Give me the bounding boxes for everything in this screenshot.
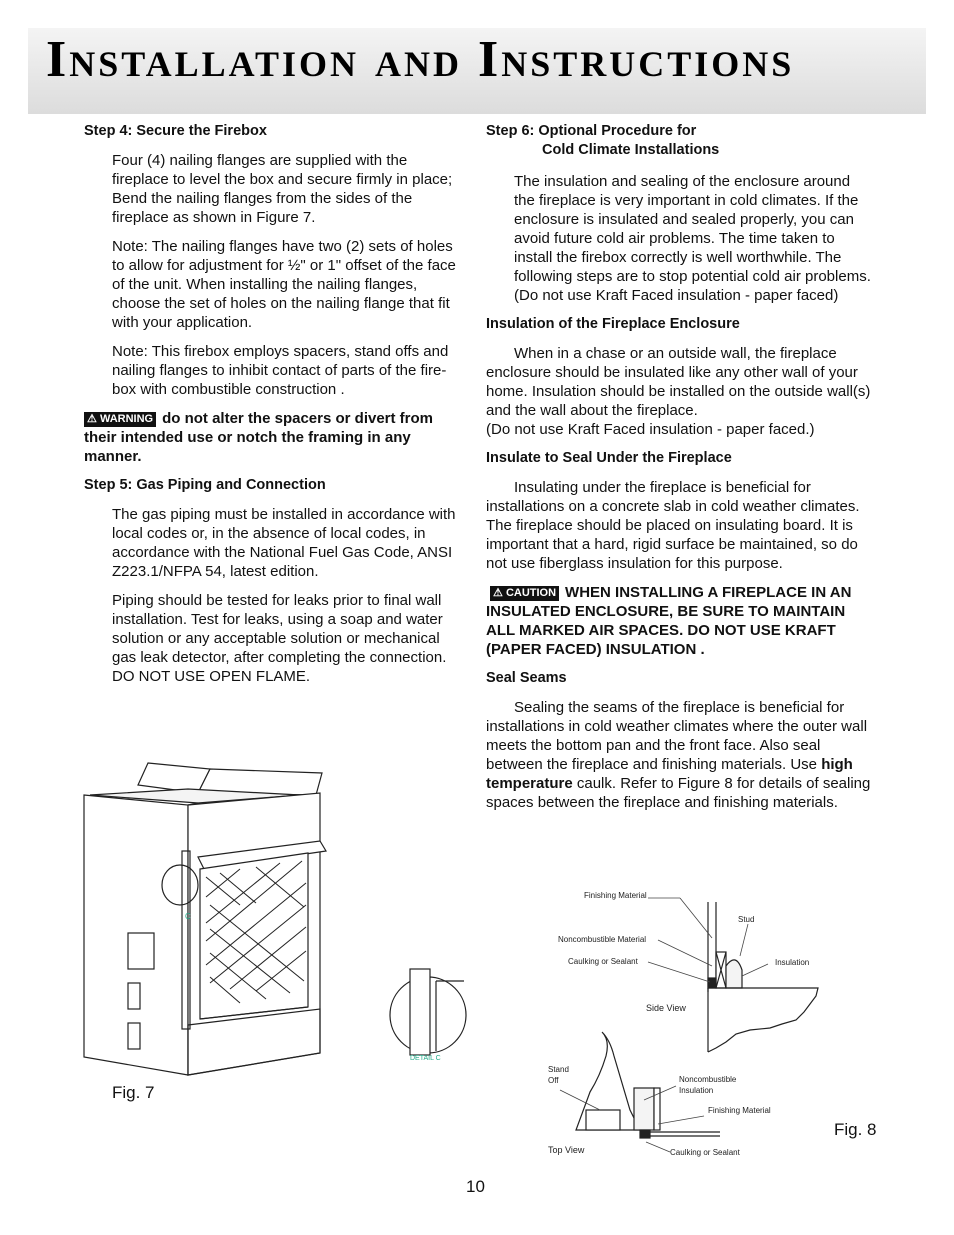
detail-c-label: DETAIL C xyxy=(410,1055,441,1062)
warning-text: do not alter the spacers or divert from their intended use or notch the framing in any manner. xyxy=(84,410,434,465)
step4-paragraph-1: Four (4) nailing flanges are supplied with the fireplace to level the box and secure firmly in place; Bend the nailing flanges from the sides of the fireplace as shown in Figure 7. xyxy=(112,152,453,226)
page-number: 10 xyxy=(466,1177,485,1196)
label-noncombustible-insulation-2: Insulation xyxy=(679,1086,714,1095)
label-caulking-sealant-2: Caulking or Sealant xyxy=(670,1148,740,1157)
step6-heading-line1: Step 6: Optional Procedure for xyxy=(486,123,697,139)
caution-badge-label: CAUTION xyxy=(505,587,557,599)
fig7-label: Fig. 7 xyxy=(112,1083,155,1102)
caution-text: WHEN INSTALLING A FIREPLACE IN AN INSULATED ENCLOSURE, BE SURE TO MAINTAIN ALL MARKED AIR SPACES. DO NOT USE KRAFT (PAPER FACED) INSULATION . xyxy=(486,584,852,658)
label-stud: Stud xyxy=(738,915,755,924)
insulation-text: When in a chase or an outside wall, the fireplace enclosure should be insulated like any other wall of your home. Insulation should be installed on the outside wall(s) and the wall about the fireplace. xyxy=(486,345,871,419)
warning-triangle-icon: ⚠ xyxy=(87,413,97,425)
seal-seams-paragraph xyxy=(486,698,874,812)
label-caulking-sealant: Caulking or Sealant xyxy=(568,957,638,966)
label-top-view: Top View xyxy=(548,1145,585,1155)
warning-block xyxy=(84,409,468,466)
callout-c: C xyxy=(185,912,191,921)
fig8-label: Fig. 8 xyxy=(834,1120,877,1139)
seal-seams-bold: high temperature xyxy=(486,756,853,792)
page-header xyxy=(28,28,926,114)
seal-under-paragraph: Insulating under the fireplace is beneficial for installations on a concrete slab in cold weather climates. The fireplace should be placed on insulating board. It is important that a hard, rigid surface be maintained, so do not use fiberglass insulation for this purpose. xyxy=(486,479,860,572)
caution-block xyxy=(486,583,874,659)
step4-paragraph-3: Note: This firebox employs spacers, stand offs and nailing flanges to inhibit contact of parts of the fire-box with combustible construction . xyxy=(112,343,449,398)
step5-paragraph-1: The gas piping must be installed in accordance with local codes or, in the absence of local codes, in accordance with the National Fuel Gas Code, ANSI Z223.1/NFPA 54, latest edition. xyxy=(112,506,456,580)
right-column xyxy=(486,122,874,822)
warning-badge-label: WARNING xyxy=(99,413,154,425)
step5-paragraph-2: Piping should be tested for leaks prior to final wall installation. Test for leaks, using a soap and water solution or any acceptable solution or mechanical gas leak detector, after completing the connection. DO NOT USE OPEN FLAME. xyxy=(112,592,447,685)
label-finishing-material: Finishing Material xyxy=(584,891,647,900)
seal-under-heading: Insulate to Seal Under the Fireplace xyxy=(486,450,732,466)
label-finishing-material-2: Finishing Material xyxy=(708,1106,771,1115)
seal-seams-text-b: caulk. Refer to Figure 8 for details of sealing spaces between the fireplace and finishing materials. xyxy=(486,775,871,811)
step6-heading xyxy=(486,122,874,160)
seal-seams-text-a: Sealing the seams of the fireplace is beneficial for installations in cold weather climates where the outer wall meets the bottom pan and the front face. Also seal between the fireplace and finishing materials. Use xyxy=(486,699,868,773)
insulation-note: (Do not use Kraft Faced insulation - paper faced.) xyxy=(486,421,815,438)
label-stand-off-1: Stand xyxy=(548,1065,569,1074)
label-noncombustible-insulation-1: Noncombustible xyxy=(679,1075,737,1084)
page-title: Installation and Instructions xyxy=(46,31,795,88)
label-insulation: Insulation xyxy=(775,958,810,967)
insulation-paragraph xyxy=(486,344,874,439)
caution-triangle-icon: ⚠ xyxy=(493,587,503,599)
figure-7 xyxy=(70,755,470,1115)
insulation-heading: Insulation of the Fireplace Enclosure xyxy=(486,316,740,332)
label-stand-off-2: Off xyxy=(548,1076,559,1085)
step4-paragraph-2: Note: The nailing flanges have two (2) sets of holes to allow for adjustment for ½" or 1" offset of the face of the unit. When installing the nailing flanges, choose the set of holes on the nailing flange that fit with your application. xyxy=(112,238,456,331)
label-side-view: Side View xyxy=(646,1003,686,1013)
step4-heading: Step 4: Secure the Firebox xyxy=(84,123,267,139)
seal-seams-heading: Seal Seams xyxy=(486,670,567,686)
step6-paragraph: The insulation and sealing of the enclosure around the fireplace is very important in cold climates. If the enclosure is insulated and sealed properly, you can avoid future cold air problems. The time taken to install the firebox correctly is well worthwhile. The following steps are to stop potential cold air problems. (Do not use Kraft Faced insulation - paper faced) xyxy=(514,173,871,304)
left-column xyxy=(84,122,468,696)
step6-heading-line2: Cold Climate Installations xyxy=(542,142,720,158)
caution-badge xyxy=(490,586,559,601)
warning-badge xyxy=(84,412,156,427)
label-noncombustible-material: Noncombustible Material xyxy=(558,935,647,944)
fireplace-drawing xyxy=(70,755,470,1115)
step5-heading: Step 5: Gas Piping and Connection xyxy=(84,477,326,493)
